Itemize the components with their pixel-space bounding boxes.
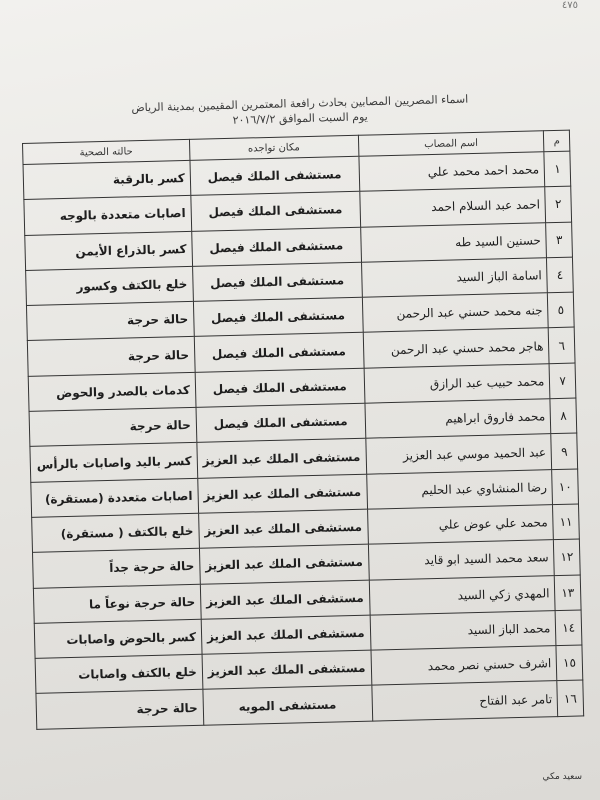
injured-list-table bbox=[22, 130, 584, 730]
document-title bbox=[60, 90, 541, 133]
cell-name: محمد حبيب عبد الرازق bbox=[364, 363, 551, 403]
cell-hospital: مستشفى الملك عبد العزيز bbox=[199, 544, 368, 583]
cell-number: ٨ bbox=[550, 398, 577, 434]
cell-number: ٥ bbox=[548, 292, 575, 328]
cell-name: هاجر محمد حسني عبد الرحمن bbox=[363, 328, 550, 368]
cell-name: احمد عبد السلام احمد bbox=[359, 187, 546, 227]
cell-condition: اصابات متعددة بالوجه bbox=[24, 196, 192, 235]
cell-number: ١٠ bbox=[552, 469, 579, 505]
cell-condition: خلع بالكتف ( مستقرة) bbox=[32, 513, 200, 552]
cell-condition: حالة حرجة نوعاً ما bbox=[33, 584, 201, 623]
cell-condition: كسر بالرقبة bbox=[23, 160, 191, 199]
cell-hospital: مستشفى الملك فيصل bbox=[192, 227, 361, 266]
cell-number: ٧ bbox=[549, 363, 576, 399]
cell-condition: حالة حرجة bbox=[27, 337, 195, 376]
cell-name: رضا المنشاوي عبد الحليم bbox=[366, 469, 553, 509]
cell-hospital: مستشفى الملك عبد العزيز bbox=[197, 439, 366, 478]
cell-number: ١٣ bbox=[555, 575, 582, 611]
header-condition: حالته الصحية bbox=[23, 139, 190, 164]
cell-name: جنه محمد حسني عبد الرحمن bbox=[362, 293, 549, 333]
cell-condition: كسر باليد واصابات بالرأس bbox=[30, 443, 198, 482]
cell-condition: حالة حرجة bbox=[26, 302, 194, 341]
cell-hospital: مستشفى الملك فيصل bbox=[194, 333, 363, 372]
cell-name: محمد فاروق ابراهيم bbox=[364, 399, 551, 439]
cell-condition: حالة حرجة جداً bbox=[33, 549, 201, 588]
cell-number: ١٢ bbox=[554, 539, 581, 575]
cell-condition: خلع بالكتف وكسور bbox=[26, 266, 194, 305]
cell-number: ٢ bbox=[545, 186, 572, 222]
cell-name: اشرف حسني نصر محمد bbox=[371, 646, 558, 686]
cell-hospital: مستشفى الملك فيصل bbox=[192, 262, 361, 301]
cell-name: تامر عبد الفتاح bbox=[371, 681, 558, 721]
cell-condition: حالة حرجة bbox=[29, 407, 197, 446]
cell-hospital: مستشفى المويه bbox=[203, 686, 372, 725]
cell-hospital: مستشفى الملك فيصل bbox=[196, 403, 365, 442]
cell-hospital: مستشفى الملك عبد العزيز bbox=[198, 474, 367, 513]
cell-hospital: مستشفى الملك فيصل bbox=[195, 368, 364, 407]
cell-number: ٦ bbox=[549, 328, 576, 364]
cell-number: ٤ bbox=[547, 257, 574, 293]
cell-hospital: مستشفى الملك عبد العزيز bbox=[200, 580, 369, 619]
cell-name: حسنين السيد طه bbox=[360, 222, 547, 262]
table-body bbox=[23, 151, 584, 729]
cell-hospital: مستشفى الملك فيصل bbox=[193, 297, 362, 336]
cell-number: ١ bbox=[544, 151, 571, 187]
cell-hospital: مستشفى الملك عبد العزيز bbox=[198, 509, 367, 548]
cell-condition: كسر بالحوض واصابات bbox=[34, 619, 202, 658]
cell-number: ١١ bbox=[553, 504, 580, 540]
header-number: م bbox=[544, 130, 570, 152]
cell-condition: كسر بالذراع الأيمن bbox=[25, 231, 193, 270]
cell-name: اسامة الباز السيد bbox=[361, 258, 548, 298]
cell-name: عبد الحميد موسي عبد العزيز bbox=[365, 434, 552, 474]
cell-number: ٣ bbox=[546, 222, 573, 258]
cell-hospital: مستشفى الملك عبد العزيز bbox=[202, 650, 371, 689]
cell-hospital: مستشفى الملك فيصل bbox=[190, 156, 359, 195]
cell-number: ١٤ bbox=[555, 610, 582, 646]
title-line-2: يوم السبت الموافق ٢٠١٦/٧/٢ bbox=[232, 110, 368, 127]
injured-list-table-wrapper bbox=[22, 130, 584, 730]
header-hospital: مكان تواجده bbox=[189, 135, 358, 160]
cell-condition: خلع بالكتف واصابات bbox=[35, 654, 203, 693]
cell-name: محمد علي عوض علي bbox=[367, 505, 554, 545]
cell-name: محمد احمد محمد علي bbox=[358, 152, 545, 192]
cell-condition: حالة حرجة bbox=[36, 690, 204, 729]
cell-number: ١٥ bbox=[556, 645, 583, 681]
cell-hospital: مستشفى الملك عبد العزيز bbox=[201, 615, 370, 654]
cell-name: محمد الباز السيد bbox=[370, 610, 557, 650]
title-line-1: اسماء المصريين المصابين بحادث رافعة المعتمرين المقيمين بمدينة الرياض bbox=[131, 92, 469, 115]
cell-condition: اصابات متعددة (مستقرة) bbox=[31, 478, 199, 517]
header-name: اسم المصاب bbox=[358, 131, 544, 157]
cell-number: ١٦ bbox=[557, 680, 584, 716]
cell-number: ٩ bbox=[551, 433, 578, 469]
signature: سعيد مكي bbox=[542, 772, 582, 782]
cell-condition: كدمات بالصدر والحوض bbox=[28, 372, 196, 411]
cell-hospital: مستشفى الملك فيصل bbox=[191, 192, 360, 231]
page-number: ٤٧٥ bbox=[561, 0, 578, 11]
cell-name: سعد محمد السيد ابو قايد bbox=[368, 540, 555, 580]
cell-name: المهدي زكي السيد bbox=[369, 575, 556, 615]
